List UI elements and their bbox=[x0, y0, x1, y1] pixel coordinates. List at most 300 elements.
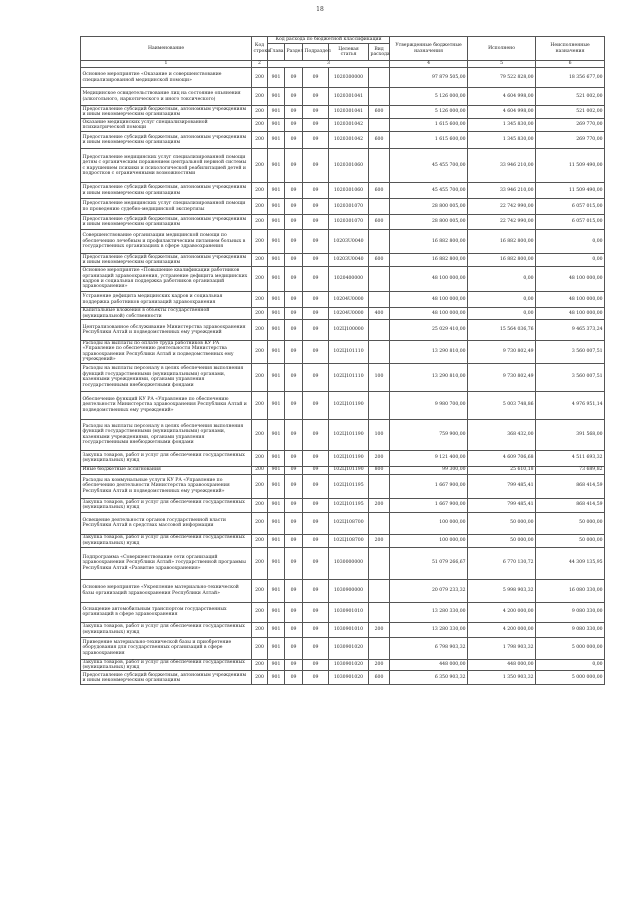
row-unexecuted: 3 560 007,51 bbox=[536, 363, 605, 391]
row-expense-type bbox=[369, 88, 390, 106]
table-row bbox=[81, 602, 605, 622]
row-approved: 16 882 800,00 bbox=[390, 254, 468, 267]
row-razdel: 09 bbox=[285, 512, 303, 534]
table-row bbox=[81, 267, 605, 292]
row-executed: 1 345 830,00 bbox=[468, 132, 536, 149]
table-row bbox=[81, 292, 605, 308]
row-expense-type bbox=[369, 68, 390, 88]
row-expense-type bbox=[369, 320, 390, 341]
row-line-code: 200 bbox=[252, 292, 268, 308]
table-row bbox=[81, 391, 605, 419]
row-glava: 901 bbox=[268, 512, 285, 534]
row-approved: 99 300,00 bbox=[390, 466, 468, 474]
row-podrazdel: 09 bbox=[303, 292, 329, 308]
row-razdel: 09 bbox=[285, 474, 303, 498]
row-razdel: 09 bbox=[285, 534, 303, 547]
row-name: Предоставление субсидий бюджетным, автономным учреждениям и иным некоммерческим организациям bbox=[81, 183, 252, 199]
table-row bbox=[81, 132, 605, 149]
row-razdel: 09 bbox=[285, 637, 303, 659]
row-approved: 13 290 810,00 bbox=[390, 341, 468, 364]
row-approved: 6 798 903,32 bbox=[390, 637, 468, 659]
row-podrazdel: 09 bbox=[303, 450, 329, 466]
row-executed: 5 003 748,86 bbox=[468, 391, 536, 419]
row-razdel: 09 bbox=[285, 183, 303, 199]
row-approved: 28 800 005,00 bbox=[390, 215, 468, 230]
row-glava: 901 bbox=[268, 68, 285, 88]
row-podrazdel: 09 bbox=[303, 637, 329, 659]
row-razdel: 09 bbox=[285, 659, 303, 671]
row-glava: 901 bbox=[268, 149, 285, 183]
row-approved: 13 280 330,00 bbox=[390, 602, 468, 622]
row-line-code: 200 bbox=[252, 450, 268, 466]
row-executed: 4 609 706,68 bbox=[468, 450, 536, 466]
row-approved: 5 126 000,00 bbox=[390, 106, 468, 119]
row-glava: 901 bbox=[268, 267, 285, 292]
row-expense-type: 800 bbox=[369, 466, 390, 474]
row-expense-type bbox=[369, 637, 390, 659]
row-approved: 48 100 000,00 bbox=[390, 292, 468, 308]
row-executed: 1 345 830,00 bbox=[468, 119, 536, 132]
row-razdel: 09 bbox=[285, 466, 303, 474]
row-unexecuted: 0,00 bbox=[536, 659, 605, 671]
row-unexecuted: 0,00 bbox=[536, 230, 605, 254]
row-razdel: 09 bbox=[285, 215, 303, 230]
row-unexecuted: 868 414,59 bbox=[536, 474, 605, 498]
row-target-article: 102Ц101190 bbox=[329, 450, 369, 466]
row-executed: 799 485,41 bbox=[468, 498, 536, 512]
row-glava: 901 bbox=[268, 88, 285, 106]
table-row bbox=[81, 215, 605, 230]
table-row bbox=[81, 149, 605, 183]
row-unexecuted: 44 309 135,95 bbox=[536, 547, 605, 579]
row-name: Закупка товаров, работ и услуг для обеспечения государственных (муниципальных) нужд bbox=[81, 450, 252, 466]
row-approved: 13 290 810,00 bbox=[390, 363, 468, 391]
row-razdel: 09 bbox=[285, 230, 303, 254]
page-number: 18 bbox=[316, 6, 324, 13]
row-razdel: 09 bbox=[285, 292, 303, 308]
row-executed: 15 564 036,76 bbox=[468, 320, 536, 341]
row-approved: 45 455 700,00 bbox=[390, 149, 468, 183]
row-podrazdel: 09 bbox=[303, 534, 329, 547]
row-name: Предоставление субсидий бюджетным, автономным учреждениям и иным некоммерческим организациям bbox=[81, 671, 252, 685]
header-expense-type: Вид расхода bbox=[369, 44, 390, 61]
row-razdel: 09 bbox=[285, 391, 303, 419]
row-target-article: 102Ц101110 bbox=[329, 341, 369, 364]
row-executed: 1 350 903,32 bbox=[468, 671, 536, 685]
row-expense-type: 200 bbox=[369, 622, 390, 637]
row-target-article: 1030901010 bbox=[329, 602, 369, 622]
table-header bbox=[81, 37, 605, 68]
row-glava: 901 bbox=[268, 183, 285, 199]
row-name: Оказание медицинских услуг специализированной психиатрической помощи bbox=[81, 119, 252, 132]
row-podrazdel: 09 bbox=[303, 341, 329, 364]
row-glava: 901 bbox=[268, 199, 285, 215]
row-expense-type bbox=[369, 602, 390, 622]
table-row bbox=[81, 88, 605, 106]
row-glava: 901 bbox=[268, 602, 285, 622]
row-razdel: 09 bbox=[285, 602, 303, 622]
row-expense-type: 100 bbox=[369, 363, 390, 391]
row-target-article: 1030900000 bbox=[329, 579, 369, 602]
row-line-code: 200 bbox=[252, 391, 268, 419]
row-executed: 4 200 000,00 bbox=[468, 602, 536, 622]
row-name: Совершенствование организации медицинской помощи по обеспечению лечебным и профилактическим питанием больных в государственных организациях в сфере здравоохранения bbox=[81, 230, 252, 254]
row-name: Иные бюджетные ассигнования bbox=[81, 466, 252, 474]
row-name: Закупка товаров, работ и услуг для обеспечения государственных (муниципальных) нужд bbox=[81, 659, 252, 671]
row-unexecuted: 0,00 bbox=[536, 254, 605, 267]
table-row bbox=[81, 637, 605, 659]
row-podrazdel: 09 bbox=[303, 132, 329, 149]
row-line-code: 200 bbox=[252, 267, 268, 292]
row-unexecuted: 16 080 330,00 bbox=[536, 579, 605, 602]
row-target-article: 1020301041 bbox=[329, 88, 369, 106]
row-podrazdel: 09 bbox=[303, 602, 329, 622]
row-line-code: 200 bbox=[252, 466, 268, 474]
column-number-5: 5 bbox=[468, 61, 536, 68]
row-executed: 25 610,18 bbox=[468, 466, 536, 474]
row-executed: 22 742 990,00 bbox=[468, 199, 536, 215]
row-unexecuted: 4 976 951,14 bbox=[536, 391, 605, 419]
row-target-article: 102Ц101190 bbox=[329, 391, 369, 419]
row-podrazdel: 09 bbox=[303, 622, 329, 637]
header-glava: Глава bbox=[268, 44, 285, 61]
row-executed: 33 946 210,00 bbox=[468, 149, 536, 183]
row-podrazdel: 09 bbox=[303, 308, 329, 320]
row-podrazdel: 09 bbox=[303, 119, 329, 132]
row-line-code: 200 bbox=[252, 363, 268, 391]
row-name: Оснащение автомобильным транспортом государственных организаций в сфере здравоохранения bbox=[81, 602, 252, 622]
row-target-article: 1020301060 bbox=[329, 183, 369, 199]
row-name: Закупка товаров, работ и услуг для обеспечения государственных (муниципальных) нужд bbox=[81, 498, 252, 512]
row-unexecuted: 391 568,00 bbox=[536, 419, 605, 450]
table-row bbox=[81, 199, 605, 215]
row-target-article: 1030901010 bbox=[329, 622, 369, 637]
row-razdel: 09 bbox=[285, 119, 303, 132]
row-executed: 799 485,41 bbox=[468, 474, 536, 498]
row-unexecuted: 48 100 000,00 bbox=[536, 292, 605, 308]
row-razdel: 09 bbox=[285, 68, 303, 88]
row-razdel: 09 bbox=[285, 320, 303, 341]
row-approved: 6 350 903,32 bbox=[390, 671, 468, 685]
row-expense-type: 600 bbox=[369, 254, 390, 267]
row-name: Освещение деятельности органов государственной власти Республики Алтай в средствах массовой информации bbox=[81, 512, 252, 534]
row-name: Расходы на выплаты по оплате труда работников КУ РА «Управление по обеспечению деятельности Министерства здравоохранения Республики Алтай и подведомственных ему учреждений» bbox=[81, 341, 252, 364]
row-expense-type: 600 bbox=[369, 215, 390, 230]
row-name: Расходы на коммунальные услуги КУ РА «Управление по обеспечению деятельности Министерства здравоохранения Республики Алтай и подведомственных ему учреждений» bbox=[81, 474, 252, 498]
table-row bbox=[81, 498, 605, 512]
row-glava: 901 bbox=[268, 547, 285, 579]
row-name: Закупка товаров, работ и услуг для обеспечения государственных (муниципальных) нужд bbox=[81, 622, 252, 637]
row-unexecuted: 50 000,00 bbox=[536, 534, 605, 547]
row-line-code: 200 bbox=[252, 671, 268, 685]
table-row bbox=[81, 363, 605, 391]
column-number-6: 6 bbox=[536, 61, 605, 68]
row-approved: 1 615 600,00 bbox=[390, 132, 468, 149]
row-glava: 901 bbox=[268, 579, 285, 602]
row-glava: 901 bbox=[268, 659, 285, 671]
row-expense-type bbox=[369, 292, 390, 308]
row-executed: 16 882 800,00 bbox=[468, 230, 536, 254]
row-razdel: 09 bbox=[285, 450, 303, 466]
row-podrazdel: 09 bbox=[303, 391, 329, 419]
row-target-article: 1020301070 bbox=[329, 199, 369, 215]
row-razdel: 09 bbox=[285, 419, 303, 450]
row-line-code: 200 bbox=[252, 474, 268, 498]
row-executed: 9 730 802,49 bbox=[468, 341, 536, 364]
row-podrazdel: 09 bbox=[303, 579, 329, 602]
table-row bbox=[81, 308, 605, 320]
row-name: Централизованное обслуживание Министерства здравоохранения Республики Алтай и подведомственных ему учреждений bbox=[81, 320, 252, 341]
row-razdel: 09 bbox=[285, 308, 303, 320]
row-executed: 4 604 998,00 bbox=[468, 88, 536, 106]
row-unexecuted: 11 509 490,00 bbox=[536, 149, 605, 183]
row-approved: 1 615 600,00 bbox=[390, 119, 468, 132]
row-glava: 901 bbox=[268, 466, 285, 474]
row-executed: 448 000,00 bbox=[468, 659, 536, 671]
row-glava: 901 bbox=[268, 230, 285, 254]
row-line-code: 200 bbox=[252, 119, 268, 132]
row-approved: 9 980 700,00 bbox=[390, 391, 468, 419]
table-row bbox=[81, 671, 605, 685]
row-unexecuted: 11 509 490,00 bbox=[536, 183, 605, 199]
row-target-article: 102Ц101190 bbox=[329, 466, 369, 474]
row-target-article: 102Ц108700 bbox=[329, 534, 369, 547]
row-glava: 901 bbox=[268, 292, 285, 308]
table-row bbox=[81, 534, 605, 547]
row-line-code: 200 bbox=[252, 547, 268, 579]
row-unexecuted: 269 770,00 bbox=[536, 119, 605, 132]
row-line-code: 200 bbox=[252, 419, 268, 450]
row-expense-type bbox=[369, 512, 390, 534]
header-name: Наименование bbox=[81, 37, 252, 61]
row-name: Закупка товаров, работ и услуг для обеспечения государственных (муниципальных) нужд bbox=[81, 534, 252, 547]
row-approved: 16 882 800,00 bbox=[390, 230, 468, 254]
row-name: Капитальные вложения в объекты государственной (муниципальной) собственности bbox=[81, 308, 252, 320]
row-executed: 0,00 bbox=[468, 267, 536, 292]
header-budget-classification-code: Код расхода по бюджетной классификации bbox=[268, 37, 390, 44]
row-glava: 901 bbox=[268, 637, 285, 659]
row-unexecuted: 9 080 330,00 bbox=[536, 602, 605, 622]
row-target-article: 102Ц101190 bbox=[329, 419, 369, 450]
row-unexecuted: 50 000,00 bbox=[536, 512, 605, 534]
row-unexecuted: 269 770,00 bbox=[536, 132, 605, 149]
row-approved: 97 879 505,00 bbox=[390, 68, 468, 88]
row-unexecuted: 18 356 677,00 bbox=[536, 68, 605, 88]
row-line-code: 200 bbox=[252, 106, 268, 119]
row-podrazdel: 09 bbox=[303, 149, 329, 183]
table-row bbox=[81, 183, 605, 199]
row-name: Приведение материально-технической базы и приобретение оборудования для государственных организаций в сфере здравоохранения bbox=[81, 637, 252, 659]
row-line-code: 200 bbox=[252, 254, 268, 267]
column-number-3: 3 bbox=[268, 61, 390, 68]
row-podrazdel: 09 bbox=[303, 183, 329, 199]
row-glava: 901 bbox=[268, 308, 285, 320]
row-approved: 25 029 410,00 bbox=[390, 320, 468, 341]
row-target-article: 1020301060 bbox=[329, 149, 369, 183]
header-target-article: Целевая статья bbox=[329, 44, 369, 61]
row-razdel: 09 bbox=[285, 132, 303, 149]
row-executed: 79 522 828,00 bbox=[468, 68, 536, 88]
row-line-code: 200 bbox=[252, 88, 268, 106]
row-expense-type: 200 bbox=[369, 498, 390, 512]
row-unexecuted: 9 465 373,24 bbox=[536, 320, 605, 341]
table-row bbox=[81, 119, 605, 132]
row-expense-type bbox=[369, 547, 390, 579]
row-podrazdel: 09 bbox=[303, 215, 329, 230]
row-line-code: 200 bbox=[252, 183, 268, 199]
row-glava: 901 bbox=[268, 132, 285, 149]
row-executed: 22 742 990,00 bbox=[468, 215, 536, 230]
row-podrazdel: 09 bbox=[303, 547, 329, 579]
row-unexecuted: 6 057 015,00 bbox=[536, 199, 605, 215]
column-number-2: 2 bbox=[252, 61, 268, 68]
row-line-code: 200 bbox=[252, 215, 268, 230]
row-line-code: 200 bbox=[252, 534, 268, 547]
header-unexecuted: Неисполненные назначения bbox=[536, 37, 605, 61]
row-podrazdel: 09 bbox=[303, 254, 329, 267]
row-expense-type: 200 bbox=[369, 659, 390, 671]
row-unexecuted: 3 560 007,51 bbox=[536, 341, 605, 364]
row-podrazdel: 09 bbox=[303, 267, 329, 292]
row-expense-type bbox=[369, 119, 390, 132]
table-row bbox=[81, 419, 605, 450]
table-row bbox=[81, 230, 605, 254]
table-row bbox=[81, 622, 605, 637]
row-glava: 901 bbox=[268, 474, 285, 498]
row-glava: 901 bbox=[268, 671, 285, 685]
row-glava: 901 bbox=[268, 106, 285, 119]
row-line-code: 200 bbox=[252, 659, 268, 671]
row-unexecuted: 5 000 000,00 bbox=[536, 671, 605, 685]
row-expense-type bbox=[369, 230, 390, 254]
row-line-code: 200 bbox=[252, 341, 268, 364]
row-podrazdel: 09 bbox=[303, 363, 329, 391]
row-expense-type bbox=[369, 579, 390, 602]
row-razdel: 09 bbox=[285, 547, 303, 579]
row-glava: 901 bbox=[268, 119, 285, 132]
table-row bbox=[81, 579, 605, 602]
row-glava: 901 bbox=[268, 534, 285, 547]
table-row bbox=[81, 466, 605, 474]
row-razdel: 09 bbox=[285, 622, 303, 637]
row-unexecuted: 868 414,59 bbox=[536, 498, 605, 512]
row-target-article: 1020301070 bbox=[329, 215, 369, 230]
row-approved: 100 000,00 bbox=[390, 512, 468, 534]
row-target-article: 1030000000 bbox=[329, 547, 369, 579]
row-target-article: 10203U0040 bbox=[329, 230, 369, 254]
row-expense-type bbox=[369, 199, 390, 215]
row-expense-type: 400 bbox=[369, 308, 390, 320]
row-approved: 48 100 000,00 bbox=[390, 308, 468, 320]
row-approved: 759 900,00 bbox=[390, 419, 468, 450]
row-executed: 16 882 800,00 bbox=[468, 254, 536, 267]
row-name: Основное мероприятие «Укрепление материально-технической базы организаций здравоохранения Республики Алтай» bbox=[81, 579, 252, 602]
row-name: Медицинское освидетельствование лиц на состояние опьянения (алкогольного, наркотического и иного токсического) bbox=[81, 88, 252, 106]
table-row bbox=[81, 341, 605, 364]
row-name: Обеспечение функций КУ РА «Управление по обеспечению деятельности Министерства здравоохранения Республики Алтай и подведомственных ему учреждений» bbox=[81, 391, 252, 419]
row-executed: 6 770 130,72 bbox=[468, 547, 536, 579]
row-unexecuted: 521 002,00 bbox=[536, 106, 605, 119]
row-glava: 901 bbox=[268, 341, 285, 364]
row-expense-type bbox=[369, 474, 390, 498]
table-row bbox=[81, 547, 605, 579]
row-target-article: 102Ц100000 bbox=[329, 320, 369, 341]
row-target-article: 102Ц101195 bbox=[329, 498, 369, 512]
row-unexecuted: 48 100 000,00 bbox=[536, 267, 605, 292]
row-executed: 1 798 903,32 bbox=[468, 637, 536, 659]
header-razdel: Раздел bbox=[285, 44, 303, 61]
table-row bbox=[81, 68, 605, 88]
row-approved: 1 667 900,00 bbox=[390, 498, 468, 512]
row-expense-type: 200 bbox=[369, 534, 390, 547]
row-expense-type: 600 bbox=[369, 183, 390, 199]
row-podrazdel: 09 bbox=[303, 419, 329, 450]
row-name: Подпрограмма «Совершенствование сети организаций здравоохранения Республики Алтай» государственной программы Республики Алтай «Развитие здравоохранения» bbox=[81, 547, 252, 579]
row-target-article: 1020301041 bbox=[329, 106, 369, 119]
row-approved: 20 079 233,32 bbox=[390, 579, 468, 602]
table-row bbox=[81, 474, 605, 498]
row-razdel: 09 bbox=[285, 671, 303, 685]
row-glava: 901 bbox=[268, 320, 285, 341]
row-glava: 901 bbox=[268, 363, 285, 391]
row-name: Предоставление субсидий бюджетным, автономным учреждениям и иным некоммерческим организациям bbox=[81, 215, 252, 230]
row-glava: 901 bbox=[268, 215, 285, 230]
row-expense-type bbox=[369, 267, 390, 292]
row-name: Основное мероприятие «Повышение квалификации работников организаций здравоохранения, устранение дефицита медицинских кадров и социальная поддержка работников организаций здравоохранения» bbox=[81, 267, 252, 292]
row-line-code: 200 bbox=[252, 498, 268, 512]
row-line-code: 200 bbox=[252, 199, 268, 215]
row-podrazdel: 09 bbox=[303, 68, 329, 88]
row-glava: 901 bbox=[268, 622, 285, 637]
row-expense-type bbox=[369, 391, 390, 419]
row-expense-type: 200 bbox=[369, 450, 390, 466]
row-line-code: 200 bbox=[252, 132, 268, 149]
row-approved: 28 800 005,00 bbox=[390, 199, 468, 215]
header-line-code: Код строки bbox=[252, 37, 268, 61]
row-target-article: 10204U0000 bbox=[329, 308, 369, 320]
row-unexecuted: 9 080 330,00 bbox=[536, 622, 605, 637]
header-executed: Исполнено bbox=[468, 37, 536, 61]
row-name: Устранение дефицита медицинских кадров и социальная поддержка работников организаций здравоохранения bbox=[81, 292, 252, 308]
column-number-4: 4 bbox=[390, 61, 468, 68]
table-row bbox=[81, 659, 605, 671]
row-line-code: 200 bbox=[252, 637, 268, 659]
row-approved: 45 455 700,00 bbox=[390, 183, 468, 199]
row-unexecuted: 6 057 015,00 bbox=[536, 215, 605, 230]
row-razdel: 09 bbox=[285, 579, 303, 602]
row-podrazdel: 09 bbox=[303, 230, 329, 254]
row-glava: 901 bbox=[268, 450, 285, 466]
row-target-article: 102Ц108700 bbox=[329, 512, 369, 534]
row-line-code: 200 bbox=[252, 149, 268, 183]
row-expense-type: 600 bbox=[369, 132, 390, 149]
row-approved: 9 121 400,00 bbox=[390, 450, 468, 466]
row-approved: 1 667 900,00 bbox=[390, 474, 468, 498]
row-executed: 50 000,00 bbox=[468, 534, 536, 547]
row-razdel: 09 bbox=[285, 498, 303, 512]
row-unexecuted: 48 100 000,00 bbox=[536, 308, 605, 320]
row-executed: 0,00 bbox=[468, 292, 536, 308]
table-row bbox=[81, 106, 605, 119]
row-name: Предоставление субсидий бюджетным, автономным учреждениям и иным некоммерческим организациям bbox=[81, 132, 252, 149]
row-approved: 13 280 330,00 bbox=[390, 622, 468, 637]
row-razdel: 09 bbox=[285, 341, 303, 364]
row-expense-type: 600 bbox=[369, 106, 390, 119]
row-target-article: 102Ц101195 bbox=[329, 474, 369, 498]
row-executed: 368 432,00 bbox=[468, 419, 536, 450]
row-line-code: 200 bbox=[252, 320, 268, 341]
row-name: Предоставление субсидий бюджетным, автономным учреждениям и иным некоммерческим организациям bbox=[81, 106, 252, 119]
